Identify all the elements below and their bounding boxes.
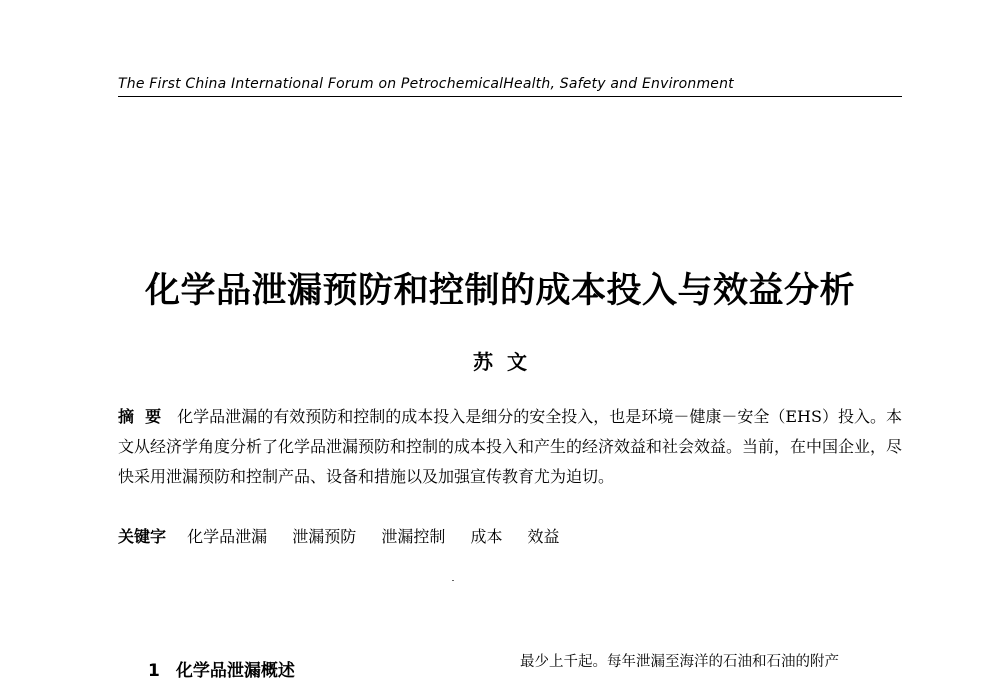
- body-text-fragment: 最少上千起。每年泄漏至海洋的石油和石油的附产: [520, 654, 839, 670]
- keywords-label: 关键字: [118, 527, 167, 546]
- paper-title: 化学品泄漏预防和控制的成本投入与效益分析: [144, 271, 855, 311]
- section-title: 化学品泄漏概述: [175, 661, 295, 681]
- scan-speck: [452, 580, 454, 581]
- keyword-item: 泄漏预防: [292, 527, 357, 546]
- section-number: 1: [148, 661, 160, 681]
- keyword-item: 泄漏控制: [381, 527, 446, 546]
- abstract-label: 摘 要: [118, 407, 162, 426]
- keywords: [118, 522, 902, 552]
- abstract-text: 化学品泄漏的有效预防和控制的成本投入是细分的安全投入，也是环境－健康－安全（EHS）投入。本文从经济学角度分析了化学品泄漏预防和控制的成本投入和产生的经济效益和社会效益。当前，在中国企业，尽快采用泄漏预防和控制产品、设备和措施以及加强宣传教育尤为迫切。: [118, 407, 903, 486]
- keyword-item: 化学品泄漏: [187, 527, 268, 546]
- keyword-item: 效益: [527, 527, 560, 546]
- author-name: 苏 文: [473, 350, 527, 374]
- running-header: The First China International Forum on PetrochemicalHealth, Safety and Environment: [118, 76, 734, 92]
- abstract: [118, 402, 902, 492]
- keyword-item: 成本: [470, 527, 503, 546]
- section-heading: [148, 656, 295, 681]
- header-rule: [118, 96, 902, 97]
